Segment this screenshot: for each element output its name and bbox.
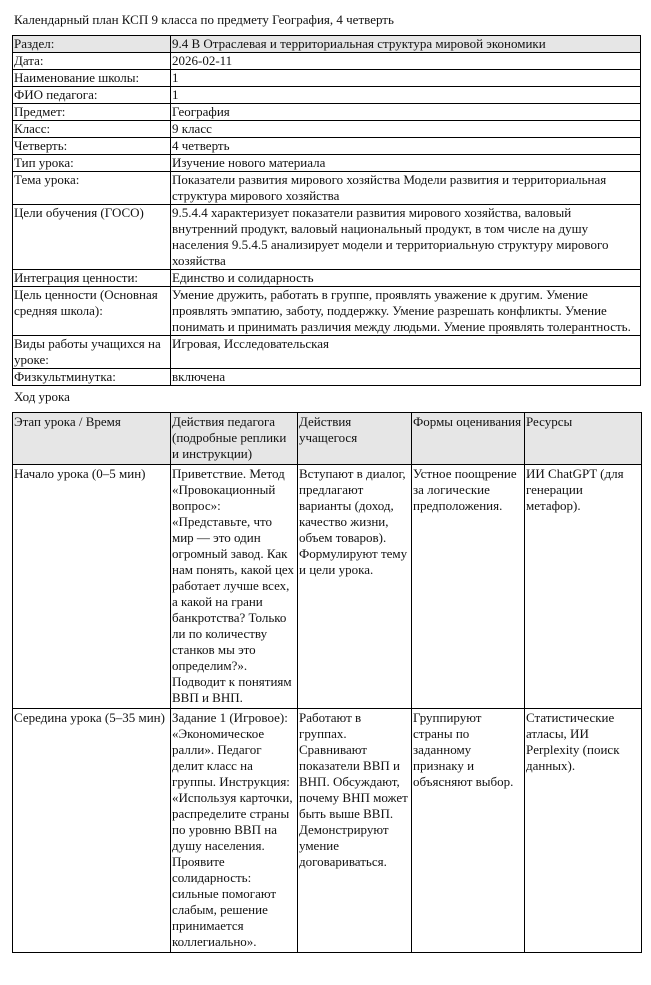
meta-row bbox=[13, 155, 641, 172]
meta-label: Раздел: bbox=[13, 36, 171, 53]
meta-value: 9.4 В Отраслевая и территориальная структура мировой экономики bbox=[171, 36, 641, 53]
meta-label: Цели обучения (ГОСО) bbox=[13, 205, 171, 270]
lesson-row bbox=[13, 709, 642, 953]
lesson-cell-teacher: Задание 1 (Игровое): «Экономическое ралли». Педагог делит класс на группы. Инструкция: «Используя карточки, распределите страны по уровню ВВП на душу населения. Проявите солидарность: сильные помогают слабым, решение принимается коллегиально». bbox=[171, 709, 298, 953]
lesson-cell-resources: ИИ ChatGPT (для генерации метафор). bbox=[525, 465, 642, 709]
meta-value: Игровая, Исследовательская bbox=[171, 336, 641, 369]
meta-value: Умение дружить, работать в группе, проявлять уважение к другим. Умение проявлять эмпатию, заботу, поддержку. Умение разрешать конфликты. Умение понимать и принимать различия между людьми. Умение проявлять толерантность. bbox=[171, 287, 641, 336]
lesson-row bbox=[13, 465, 642, 709]
lesson-cell-stage: Середина урока (5–35 мин) bbox=[13, 709, 171, 953]
meta-value: 1 bbox=[171, 87, 641, 104]
lesson-header-row bbox=[13, 413, 642, 465]
meta-value: 4 четверть bbox=[171, 138, 641, 155]
meta-row bbox=[13, 205, 641, 270]
meta-label: Четверть: bbox=[13, 138, 171, 155]
lesson-flow-table bbox=[12, 412, 642, 953]
meta-value: География bbox=[171, 104, 641, 121]
meta-label: Предмет: bbox=[13, 104, 171, 121]
meta-label: Класс: bbox=[13, 121, 171, 138]
meta-row bbox=[13, 172, 641, 205]
column-header: Формы оценивания bbox=[412, 413, 525, 465]
meta-row bbox=[13, 121, 641, 138]
meta-value: Показатели развития мирового хозяйства Модели развития и территориальная структура мирового хозяйства bbox=[171, 172, 641, 205]
lesson-cell-resources: Статистические атласы, ИИ Perplexity (поиск данных). bbox=[525, 709, 642, 953]
meta-value: 2026-02-11 bbox=[171, 53, 641, 70]
meta-value: включена bbox=[171, 369, 641, 386]
lesson-cell-assessment: Устное поощрение за логические предположения. bbox=[412, 465, 525, 709]
meta-row bbox=[13, 369, 641, 386]
lesson-cell-teacher: Приветствие. Метод «Провокационный вопрос»: «Представьте, что мир — это один огромный завод. Как нам понять, какой цех работает лучше всех, а какой на грани банкротства? Только ли по количеству станков мы это определим?». Подводит к понятиям ВВП и ВНП. bbox=[171, 465, 298, 709]
meta-row bbox=[13, 53, 641, 70]
lesson-cell-stage: Начало урока (0–5 мин) bbox=[13, 465, 171, 709]
meta-row bbox=[13, 104, 641, 121]
meta-row bbox=[13, 70, 641, 87]
meta-row bbox=[13, 336, 641, 369]
meta-row bbox=[13, 287, 641, 336]
lesson-cell-student: Работают в группах. Сравнивают показатели ВВП и ВНП. Обсуждают, почему ВНП может быть выше ВВП. Демонстрируют умение договариваться. bbox=[298, 709, 412, 953]
section-label: Ход урока bbox=[14, 389, 70, 404]
column-header: Этап урока / Время bbox=[13, 413, 171, 465]
meta-value: 1 bbox=[171, 70, 641, 87]
meta-label: Наименование школы: bbox=[13, 70, 171, 87]
meta-label: Дата: bbox=[13, 53, 171, 70]
page-title: Календарный план КСП 9 класса по предмету География, 4 четверть bbox=[14, 12, 394, 27]
meta-value: 9.5.4.4 характеризует показатели развития мирового хозяйства, валовый внутренний продукт, валовый национальный продукт, в том числе на душу населения 9.5.4.5 анализирует модели и территориальную структуру мирового хозяйства bbox=[171, 205, 641, 270]
meta-label: Тип урока: bbox=[13, 155, 171, 172]
column-header: Ресурсы bbox=[525, 413, 642, 465]
lesson-cell-student: Вступают в диалог, предлагают варианты (доход, качество жизни, объем товаров). Формулируют тему и цели урока. bbox=[298, 465, 412, 709]
lesson-meta-table bbox=[12, 35, 641, 386]
meta-row bbox=[13, 36, 641, 53]
meta-row bbox=[13, 138, 641, 155]
meta-label: Интеграция ценности: bbox=[13, 270, 171, 287]
meta-row bbox=[13, 270, 641, 287]
column-header: Действия учащегося bbox=[298, 413, 412, 465]
meta-label: Тема урока: bbox=[13, 172, 171, 205]
meta-row bbox=[13, 87, 641, 104]
meta-label: Цель ценности (Основная средняя школа): bbox=[13, 287, 171, 336]
meta-value: 9 класс bbox=[171, 121, 641, 138]
meta-label: Физкультминутка: bbox=[13, 369, 171, 386]
meta-label: Виды работы учащихся на уроке: bbox=[13, 336, 171, 369]
meta-value: Единство и солидарность bbox=[171, 270, 641, 287]
lesson-cell-assessment: Группируют страны по заданному признаку и объясняют выбор. bbox=[412, 709, 525, 953]
column-header: Действия педагога (подробные реплики и инструкции) bbox=[171, 413, 298, 465]
meta-value: Изучение нового материала bbox=[171, 155, 641, 172]
meta-label: ФИО педагога: bbox=[13, 87, 171, 104]
